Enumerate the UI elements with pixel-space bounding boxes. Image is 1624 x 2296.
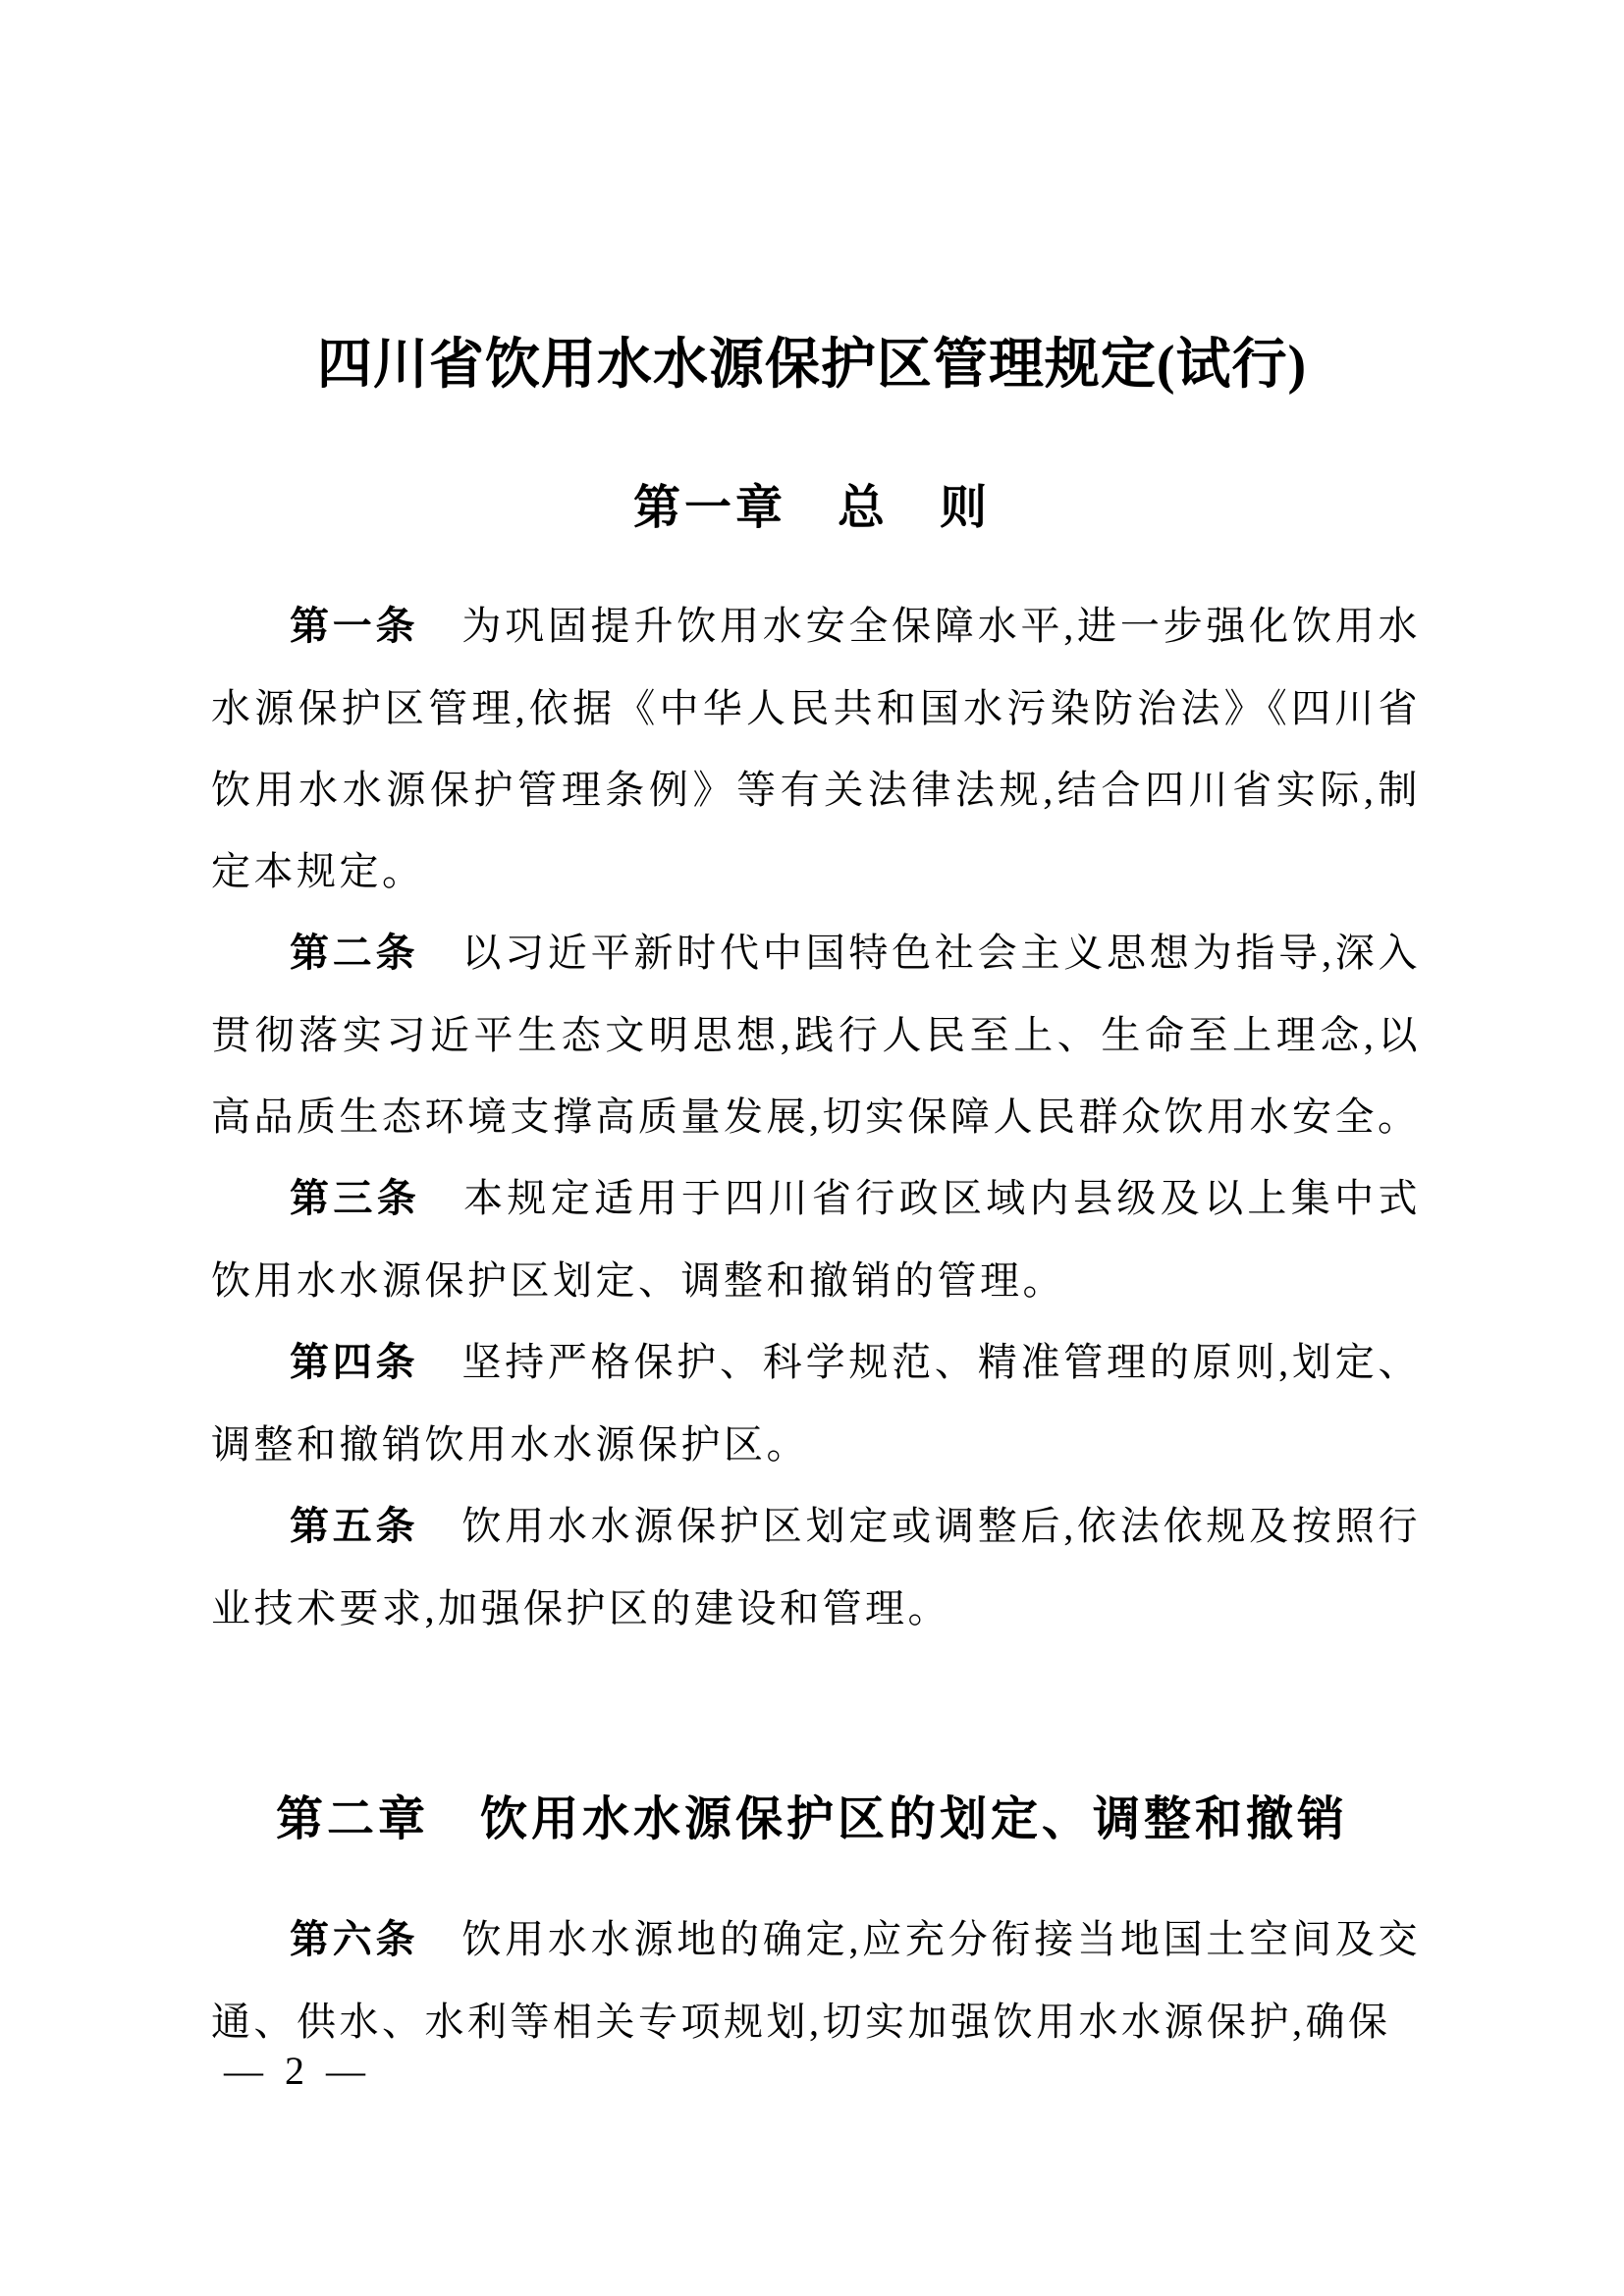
article-4-label: 第四条	[290, 1341, 419, 1384]
articles-section-1	[211, 585, 1421, 1649]
article-3-label: 第三条	[290, 1177, 421, 1220]
article-3-paragraph	[211, 1157, 1421, 1321]
page-number: — 2 —	[224, 2049, 371, 2093]
chapter-2-heading: 第二章 饮用水水源保护区的划定、调整和撤销	[275, 1793, 1348, 1845]
article-6-paragraph	[211, 1898, 1421, 2062]
article-5-paragraph	[211, 1485, 1421, 1649]
article-2-paragraph	[211, 912, 1421, 1157]
articles-section-2	[211, 1898, 1421, 2062]
article-6-label: 第六条	[290, 1918, 419, 1961]
article-4-text: 坚持严格保护、科学规范、精准管理的原则,划定、调整和撤销饮用水水源保护区。	[211, 1340, 1422, 1467]
chapter-1-heading: 第一章 总 则	[632, 482, 991, 534]
article-6-text: 饮用水水源地的确定,应充分衔接当地国土空间及交通、供水、水利等相关专项规划,切实加强饮用水水源保护,确保	[211, 1917, 1422, 2044]
document-title: 四川省饮用水水源保护区管理规定(试行)	[316, 335, 1308, 396]
article-1-text: 为巩固提升饮用水安全保障水平,进一步强化饮用水水源保护区管理,依据《中华人民共和国水污染防治法》《四川省饮用水水源保护管理条例》等有关法律法规,结合四川省实际,制定本规定。	[211, 604, 1422, 893]
article-5-text: 饮用水水源保护区划定或调整后,依法依规及按照行业技术要求,加强保护区的建设和管理。	[211, 1504, 1422, 1630]
article-2-label: 第二条	[290, 932, 419, 975]
article-1-paragraph	[211, 585, 1421, 912]
article-4-paragraph	[211, 1321, 1421, 1485]
article-2-text: 以习近平新时代中国特色社会主义思想为指导,深入贯彻落实习近平生态文明思想,践行人民至上、生命至上理念,以高品质生态环境支撑高质量发展,切实保障人民群众饮用水安全。	[211, 931, 1422, 1139]
article-5-label: 第五条	[290, 1505, 419, 1548]
article-1-label: 第一条	[290, 605, 419, 648]
article-3-text: 本规定适用于四川省行政区域内县级及以上集中式饮用水水源保护区划定、调整和撤销的管理。	[211, 1176, 1421, 1303]
